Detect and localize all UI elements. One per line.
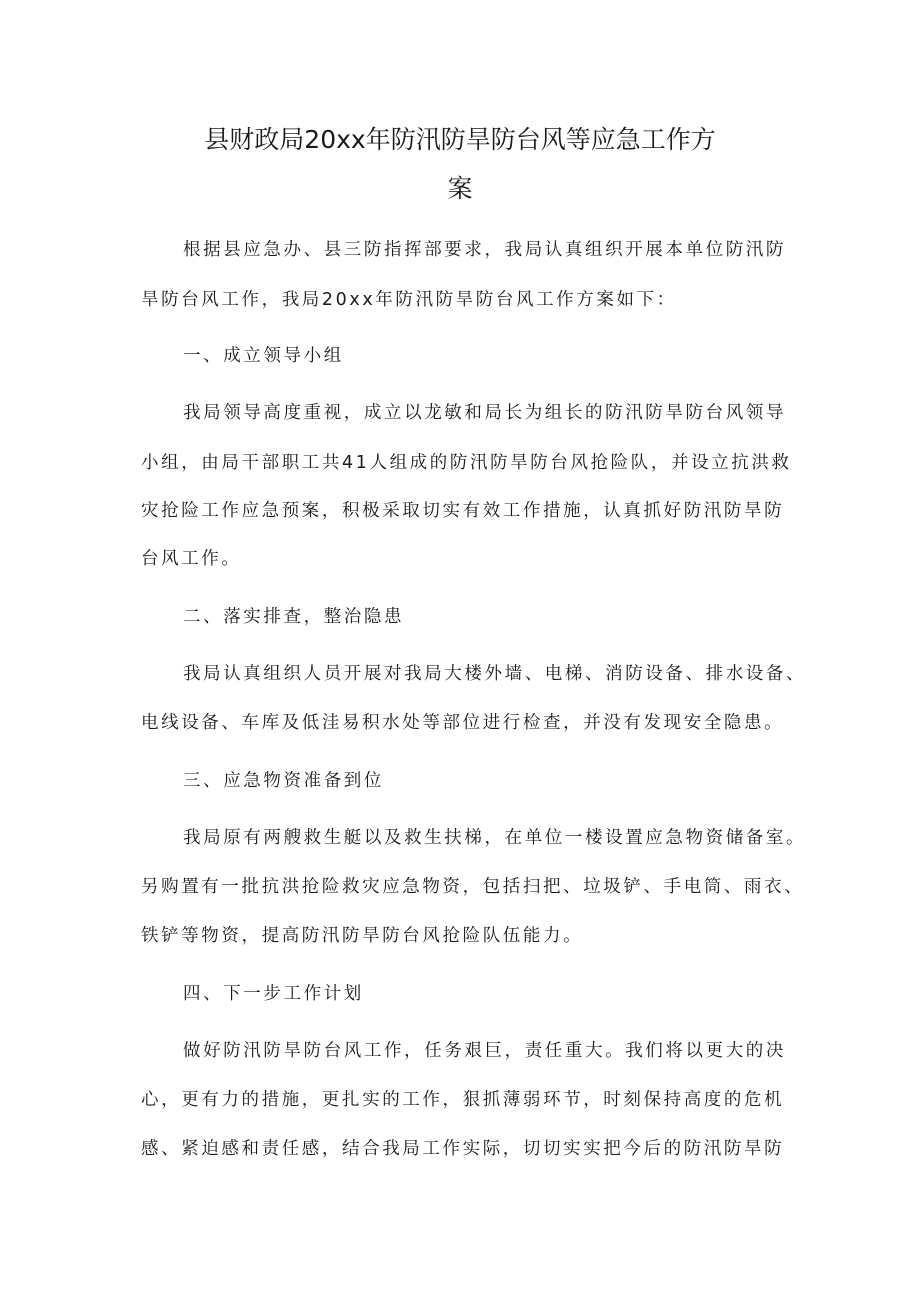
section-4-line-3: 感、紧迫感和责任感，结合我局工作实际，切切实实把今后的防汛防旱防 <box>141 1139 785 1159</box>
document-title-line-2: 案 <box>447 174 473 203</box>
section-2-line-1: 我局认真组织人员开展对我局大楼外墙、电梯、消防设备、排水设备、 <box>183 664 807 684</box>
intro-line-1: 根据县应急办、县三防指挥部要求，我局认真组织开展本单位防汛防 <box>183 240 786 260</box>
section-3-line-2: 另购置有一批抗洪抢险救灾应急物资，包括扫把、垃圾铲、手电筒、雨衣、 <box>141 877 805 897</box>
section-3-heading: 三、应急物资准备到位 <box>183 771 384 791</box>
section-2-line-2: 电线设备、车库及低洼易积水处等部位进行检查，并没有发现安全隐患。 <box>141 713 785 733</box>
section-4-line-1: 做好防汛防旱防台风工作，任务艰巨，责任重大。我们将以更大的决 <box>183 1041 786 1061</box>
section-1-heading: 一、成立领导小组 <box>183 346 344 366</box>
section-4-heading: 四、下一步工作计划 <box>183 984 364 1004</box>
section-1-line-1: 我局领导高度重视，成立以龙敏和局长为组长的防汛防旱防台风领导 <box>183 403 786 423</box>
section-3-line-1: 我局原有两艘救生艇以及救生扶梯，在单位一楼设置应急物资储备室。 <box>183 828 807 848</box>
section-1-line-3: 灾抢险工作应急预案，积极采取切实有效工作措施，认真抓好防汛防旱防 <box>141 501 785 521</box>
section-1-line-4: 台风工作。 <box>141 549 242 569</box>
section-4-line-2: 心，更有力的措施，更扎实的工作，狠抓薄弱环节，时刻保持高度的危机 <box>141 1090 785 1110</box>
document-title-line-1: 县财政局20xx年防汛防旱防台风等应急工作方 <box>204 125 716 154</box>
section-3-line-3: 铁铲等物资，提高防汛防旱防台风抢险队伍能力。 <box>141 926 584 946</box>
section-2-heading: 二、落实排查，整治隐患 <box>183 607 405 627</box>
section-1-line-2: 小组，由局干部职工共41人组成的防汛防旱防台风抢险队，并设立抗洪救 <box>141 453 792 473</box>
intro-line-2: 旱防台风工作，我局20xx年防汛防旱防台风工作方案如下： <box>141 290 677 310</box>
